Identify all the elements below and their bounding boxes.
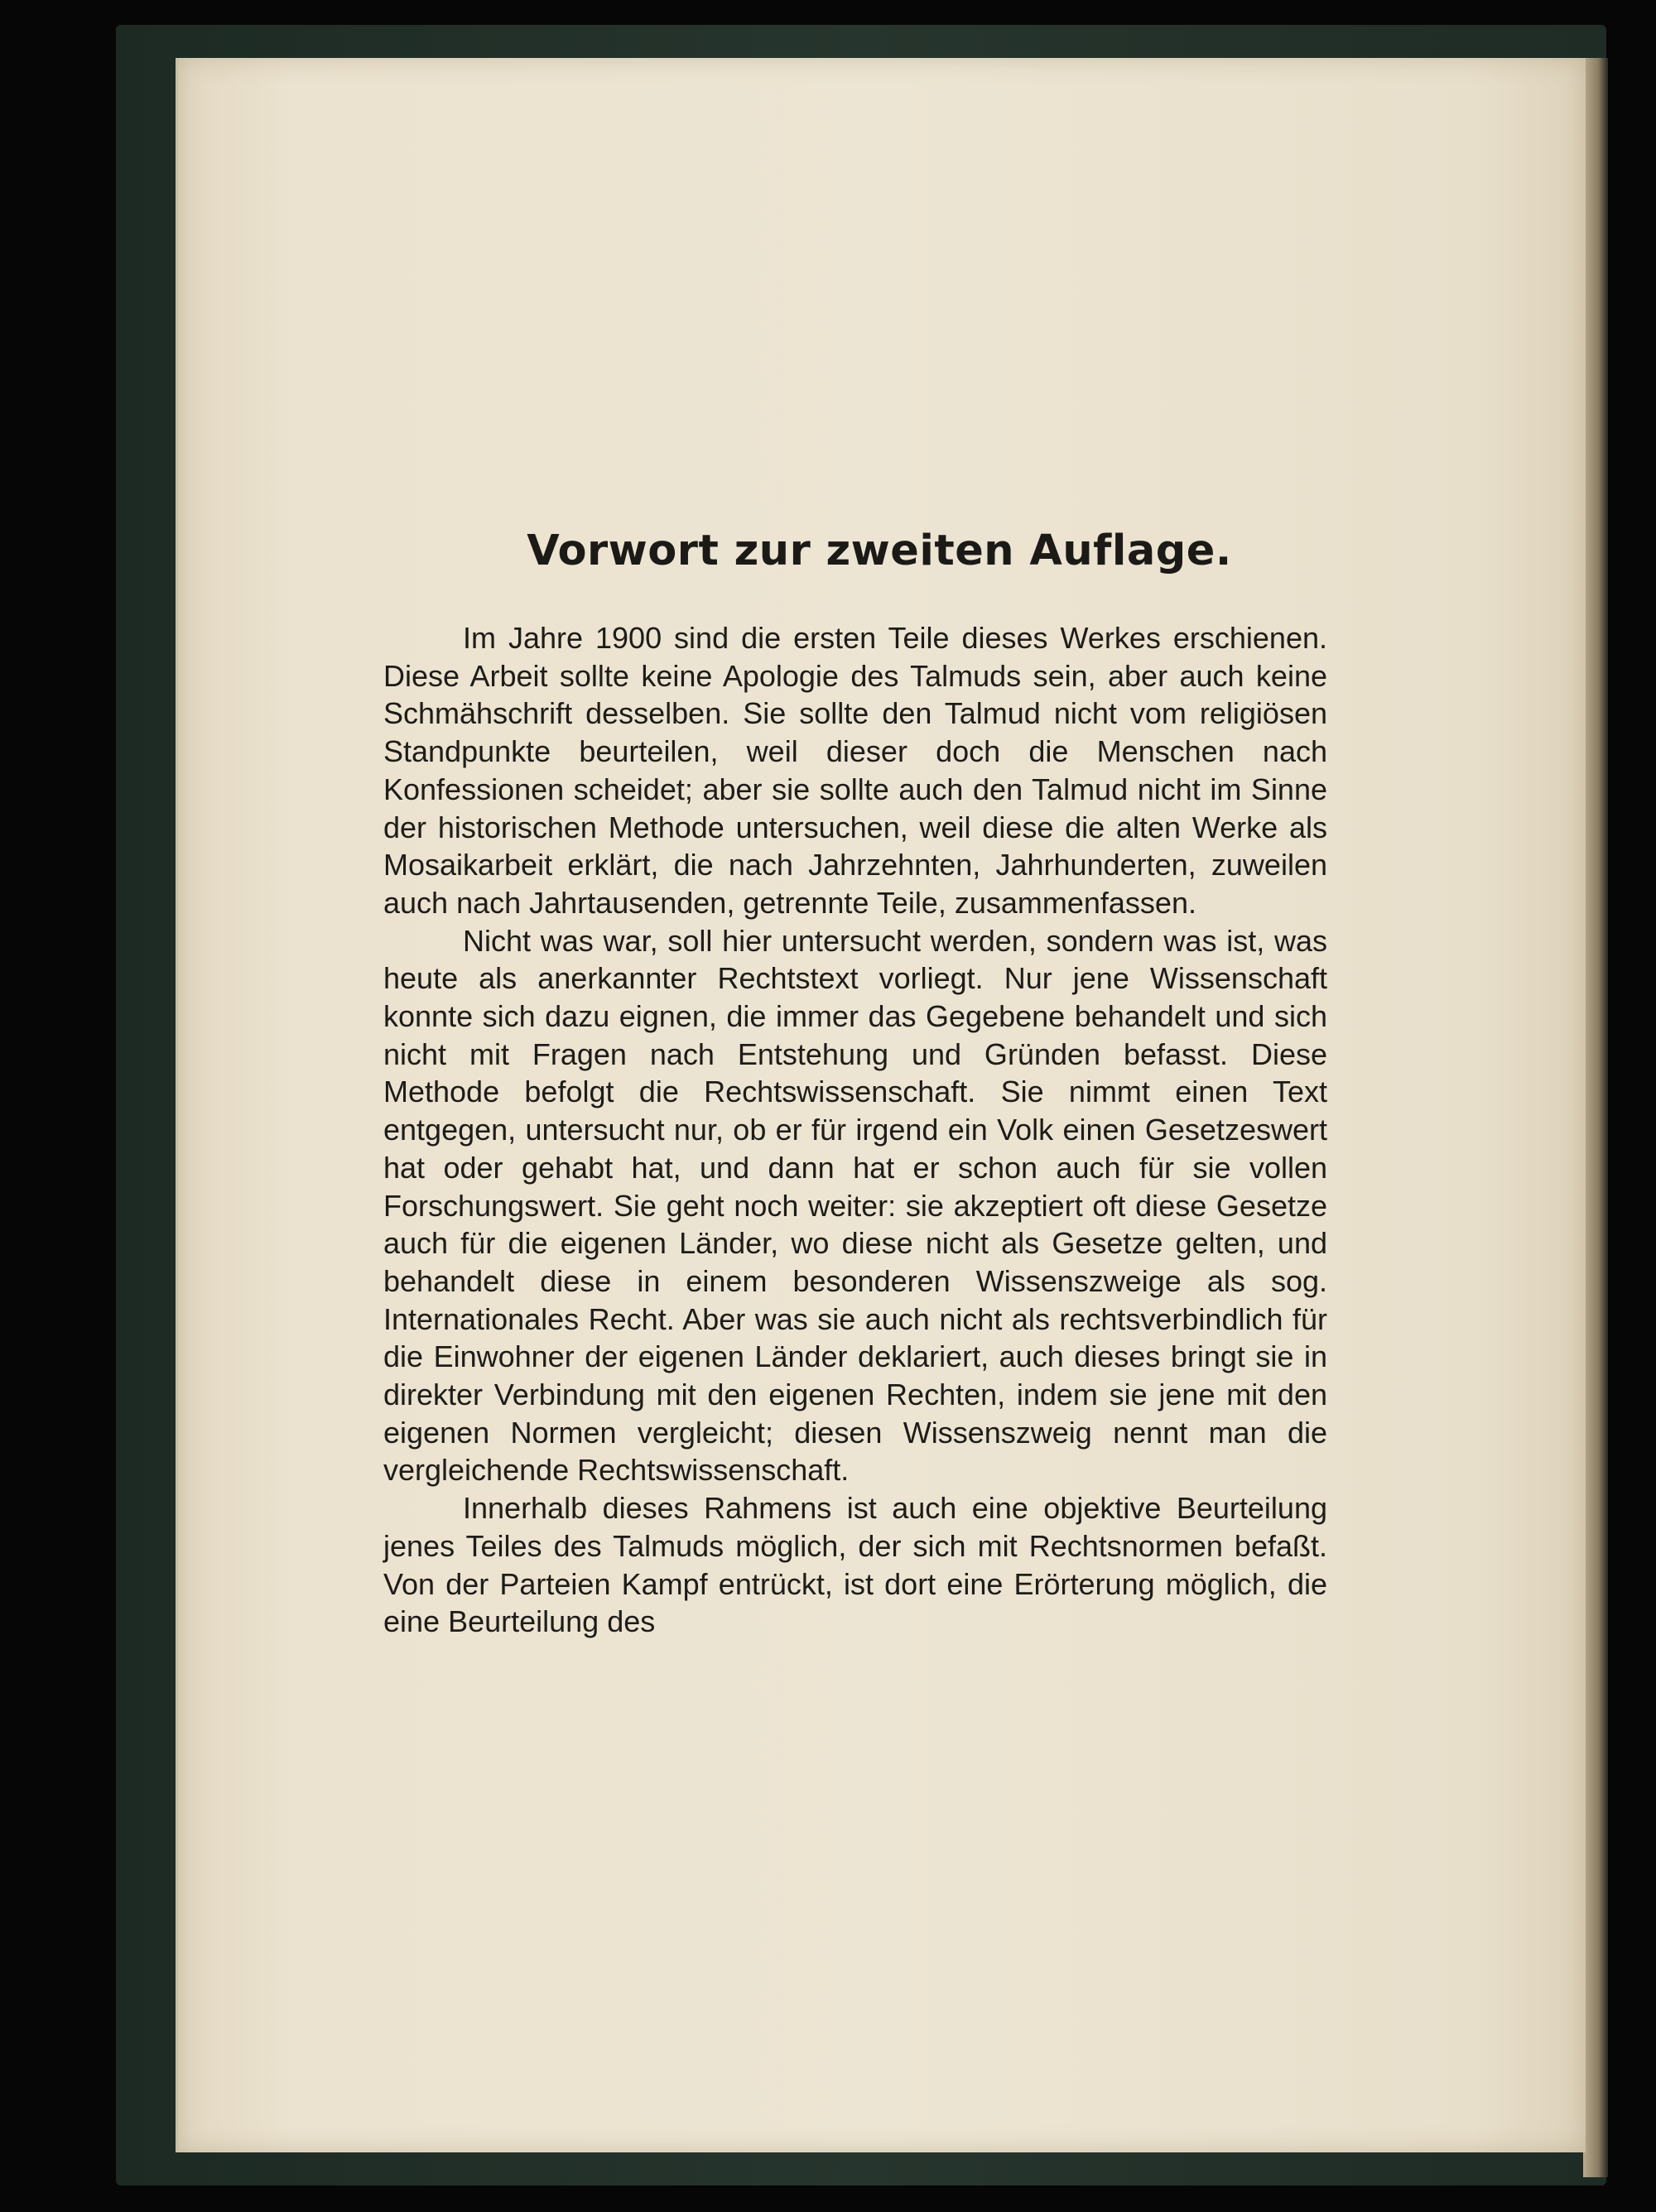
page-block-edge [1583,58,1608,2177]
paragraph: Innerhalb dieses Rahmens ist auch eine objektive Beurteilung jenes Teiles des Talmuds möglich, der sich mit Rechtsnormen befaßt. Von der Parteien Kampf entrückt, ist dort eine Erörterung möglich, die eine Beurteilung des [383,1491,1327,1639]
body-text [383,619,1327,1641]
paragraph: Im Jahre 1900 sind die ersten Teile dieses Werkes erschienen. Diese Arbeit sollte keine Apologie des Talmuds sein, aber auch keine Schmähschrift desselben. Sie sollte den Talmud nicht vom religiösen Standpunkte beurteilen, weil dieser doch die Menschen nach Konfessionen scheidet; aber sie sollte auch den Talmud nicht im Sinne der historischen Methode untersuchen, weil diese die alten Werke als Mosaikarbeit erklärt, die nach Jahrzehnten, Jahrhunderten, zuweilen auch nach Jahrtausenden, getrennte Teile, zusammenfassen. [383,621,1327,920]
paragraph: Nicht was war, soll hier untersucht werden, sondern was ist, was heute als anerkannter Rechtstext vorliegt. Nur jene Wissenschaft konnte sich dazu eignen, die immer das Gegebene behandelt und sich nicht mit Fragen nach Entstehung und Gründen befasst. Diese Methode befolgt die Rechtswissenschaft. Sie nimmt einen Text entgegen, untersucht nur, ob er für irgend ein Volk einen Gesetzeswert hat oder gehabt hat, und dann hat er schon auch für sie vollen Forschungswert. Sie geht noch weiter: sie akzeptiert oft diese Gesetze auch für die eigenen Länder, wo diese nicht als Gesetze gelten, und behandelt diese in einem besonderen Wissenszweige als sog. Internationales Recht. Aber was sie auch nicht als rechtsverbindlich für die Einwohner der eigenen Länder deklariert, auch dieses bringt sie in direkter Verbindung mit den eigenen Rechten, indem sie jene mit den eigenen Normen vergleicht; diesen Wissenszweig nennt man die vergleichende Rechtswissenschaft. [383,923,1327,1488]
chapter-heading: Vorwort zur zweiten Auflage. [527,527,1232,575]
